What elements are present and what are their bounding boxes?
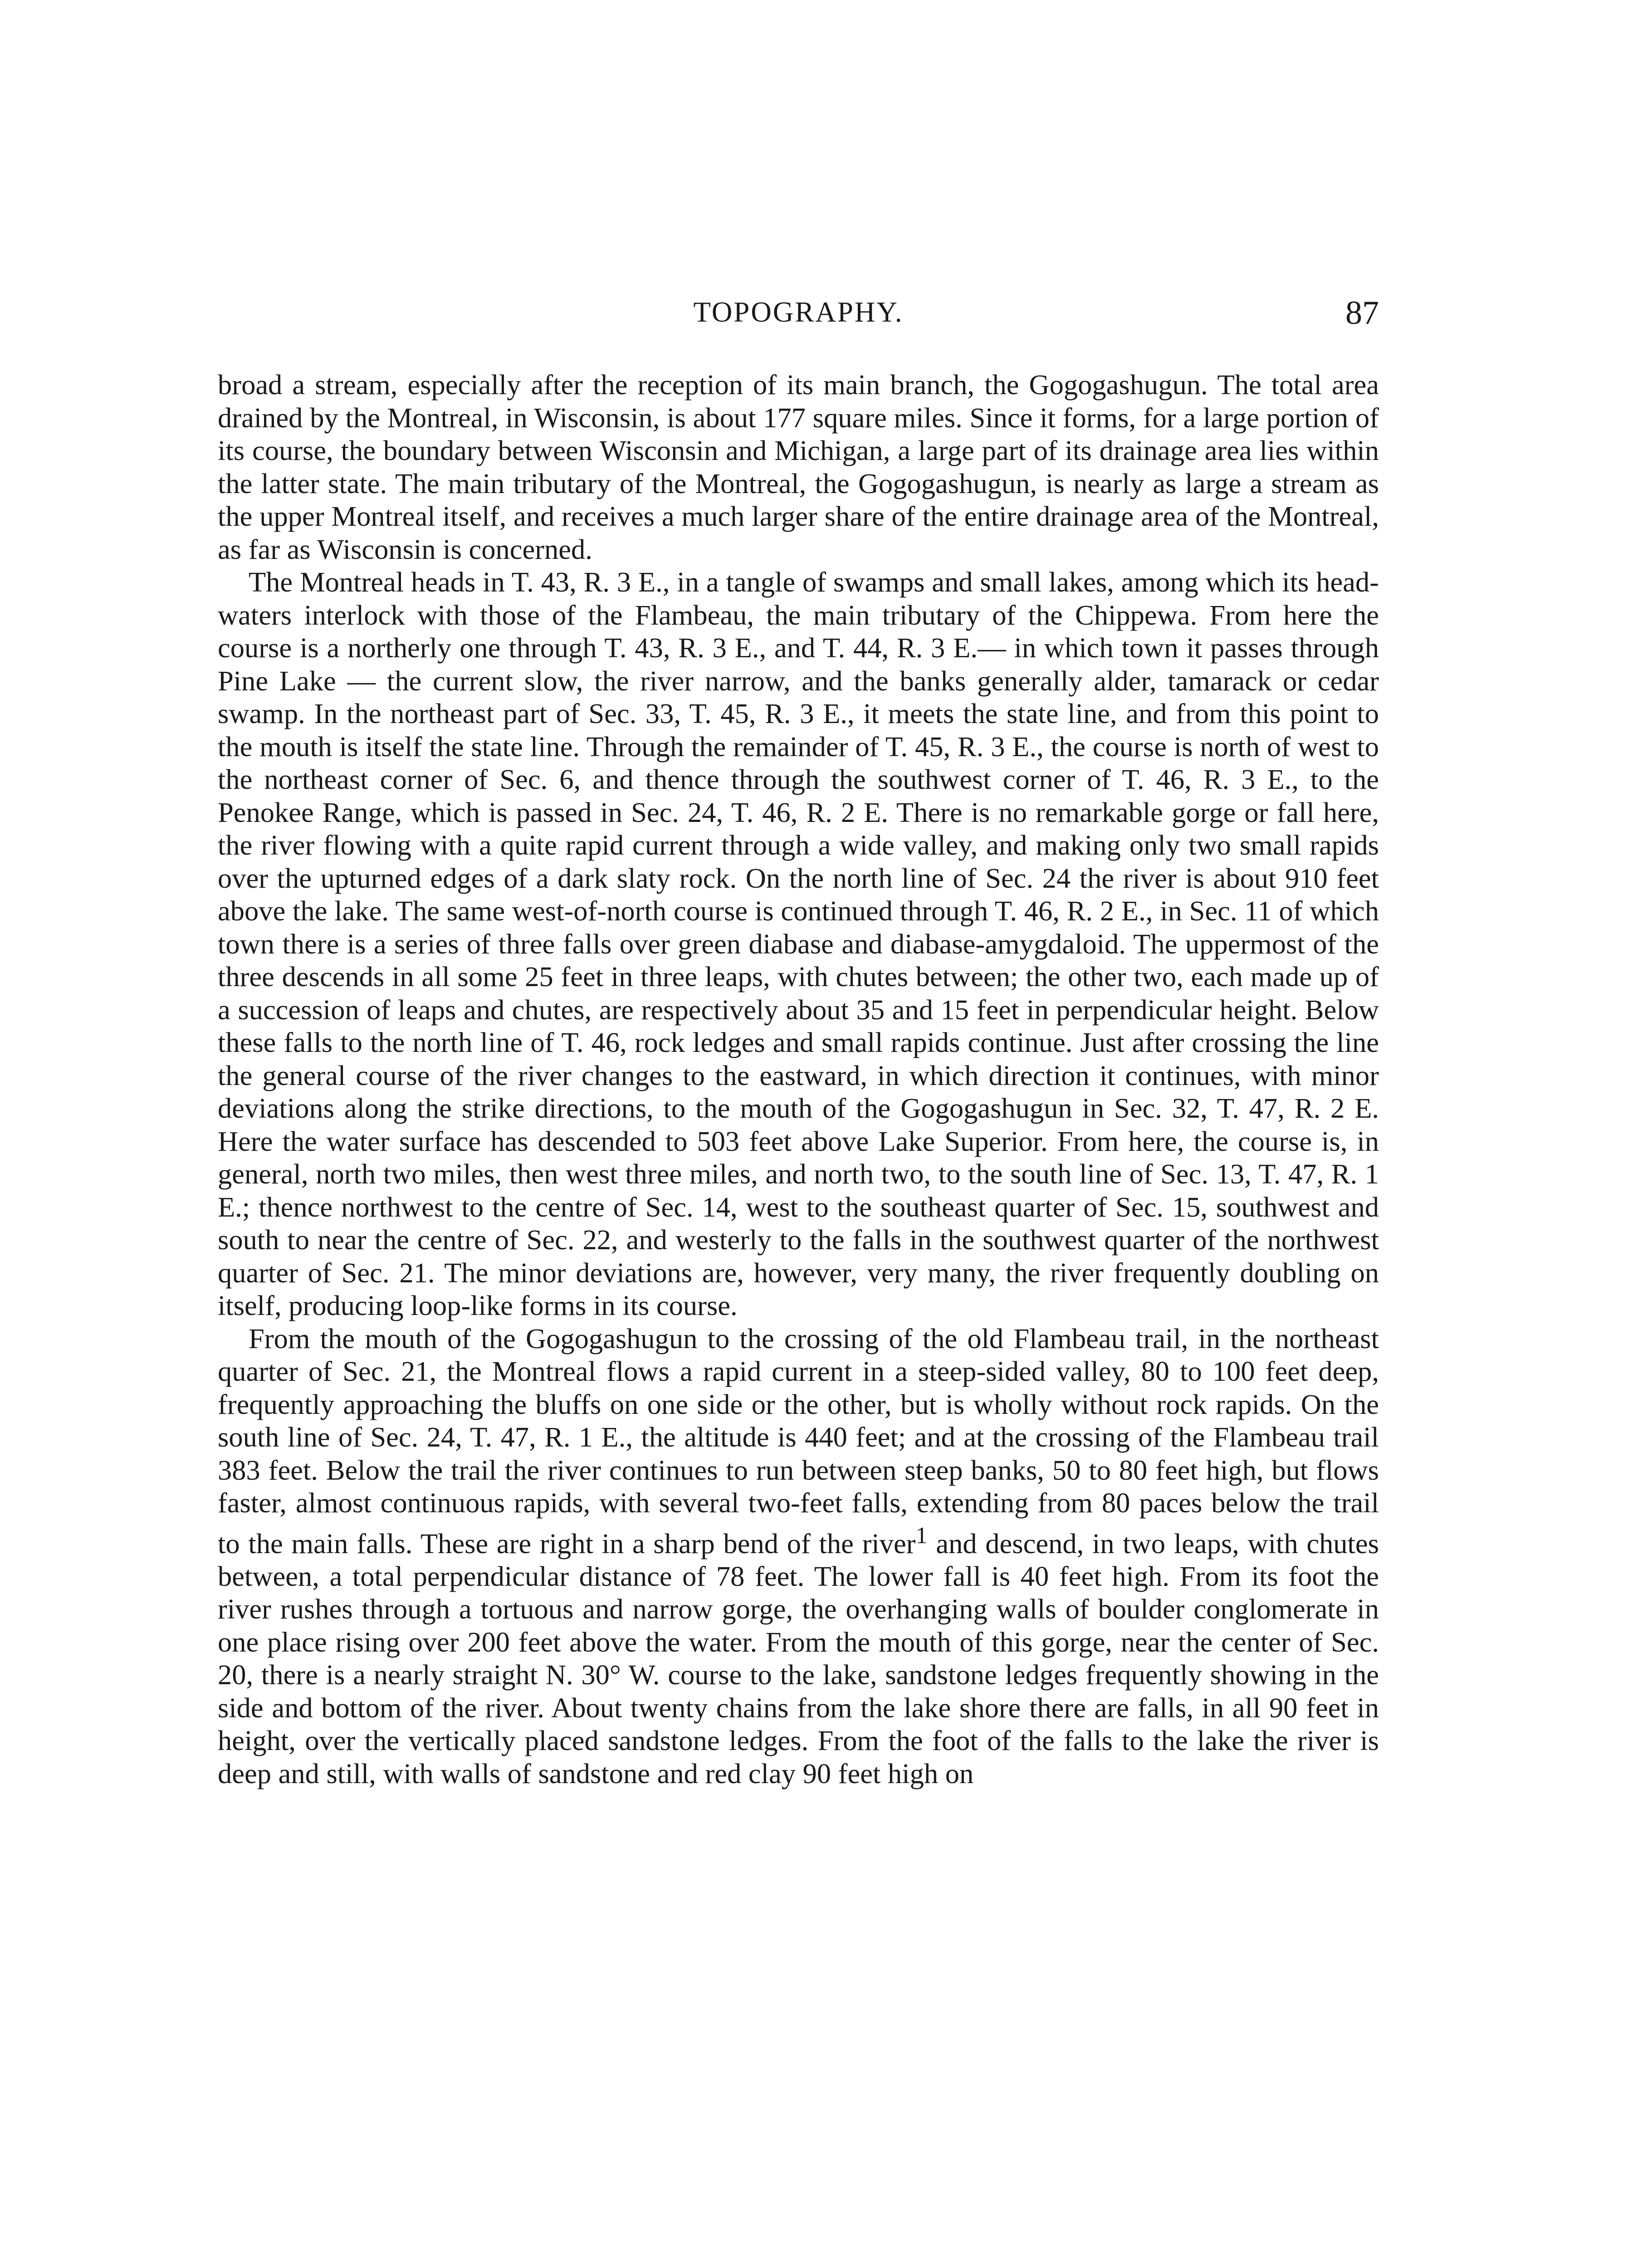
page-header <box>218 296 1379 337</box>
running-title: TOPOGRAPHY. <box>693 296 904 328</box>
paragraph <box>218 1322 1379 1790</box>
footnote-reference: 1 <box>915 1522 928 1549</box>
paragraph-text: From the mouth of the Gogogashugun to the crossing of the old Flambeau trail, in the northeast quarter of Sec. 21, the Montreal flows a rapid current in a steep-sided valley, 80 to 100 feet deep, frequently approaching the bluffs on one side or the other, but is wholly without rock rapids. On the south line of Sec. 24, T. 47, R. 1 E., the altitude is 440 feet; and at the crossing of the Flambeau trail 383 feet. Below the trail the river continues to run between steep banks, 50 to 80 feet high, but flows faster, almost continuous rapids, with several two-feet falls, extending from 80 paces below the trail to the main falls. These are right in a sharp bend of the river <box>218 1322 1379 1559</box>
paragraph-text: and descend, in two leaps, with chutes between, a total perpendicular distance of 78 feet. The lower fall is 40 feet high. From its foot the river rushes through a tortuous and narrow gorge, the overhanging walls of boulder conglomerate in one place rising over 200 feet above the water. From the mouth of this gorge, near the center of Sec. 20, there is a nearly straight N. 30° W. course to the lake, sandstone ledges frequently showing in the side and bottom of the river. About twenty chains from the lake shore there are falls, in all 90 feet in height, over the vertically placed sandstone ledges. From the foot of the falls to the lake the river is deep and still, with walls of sandstone and red clay 90 feet high on <box>218 1527 1379 1789</box>
body-text <box>218 368 1379 1790</box>
page-number: 87 <box>1345 294 1379 332</box>
paragraph: The Montreal heads in T. 43, R. 3 E., in a tangle of swamps and small lakes, among which its head-waters interlock with those of the Flambeau, the main tributary of the Chippewa. From here the course is a northerly one through T. 43, R. 3 E., and T. 44, R. 3 E.— in which town it passes through Pine Lake — the current slow, the river narrow, and the banks generally alder, tamarack or cedar swamp. In the northeast part of Sec. 33, T. 45, R. 3 E., it meets the state line, and from this point to the mouth is itself the state line. Through the remainder of T. 45, R. 3 E., the course is north of west to the northeast corner of Sec. 6, and thence through the southwest corner of T. 46, R. 3 E., to the Penokee Range, which is passed in Sec. 24, T. 46, R. 2 E. There is no remarkable gorge or fall here, the river flowing with a quite rapid current through a wide valley, and making only two small rapids over the upturned edges of a dark slaty rock. On the north line of Sec. 24 the river is about 910 feet above the lake. The same west-of-north course is continued through T. 46, R. 2 E., in Sec. 11 of which town there is a series of three falls over green diabase and diabase-amygdaloid. The uppermost of the three descends in all some 25 feet in three leaps, with chutes between; the other two, each made up of a succession of leaps and chutes, are respectively about 35 and 15 feet in perpendicular height. Below these falls to the north line of T. 46, rock ledges and small rapids continue. Just after crossing the line the general course of the river changes to the eastward, in which direction it continues, with minor deviations along the strike directions, to the mouth of the Gogogashugun in Sec. 32, T. 47, R. 2 E. Here the water surface has descended to 503 feet above Lake Superior. From here, the course is, in general, north two miles, then west three miles, and north two, to the south line of Sec. 13, T. 47, R. 1 E.; thence northwest to the centre of Sec. 14, west to the southeast quarter of Sec. 15, southwest and south to near the centre of Sec. 22, and westerly to the falls in the southwest quarter of the northwest quarter of Sec. 21. The minor deviations are, however, very many, the river frequently doubling on itself, producing loop-like forms in its course. <box>218 566 1379 1321</box>
paragraph-continued: broad a stream, especially after the reception of its main branch, the Gogogashugun. The total area drained by the Montreal, in Wisconsin, is about 177 square miles. Since it forms, for a large portion of its course, the boundary between Wisconsin and Michigan, a large part of its drainage area lies within the latter state. The main tributary of the Montreal, the Gogogashugun, is nearly as large a stream as the upper Montreal itself, and receives a much larger share of the entire drainage area of the Montreal, as far as Wisconsin is concerned. <box>218 369 1379 565</box>
